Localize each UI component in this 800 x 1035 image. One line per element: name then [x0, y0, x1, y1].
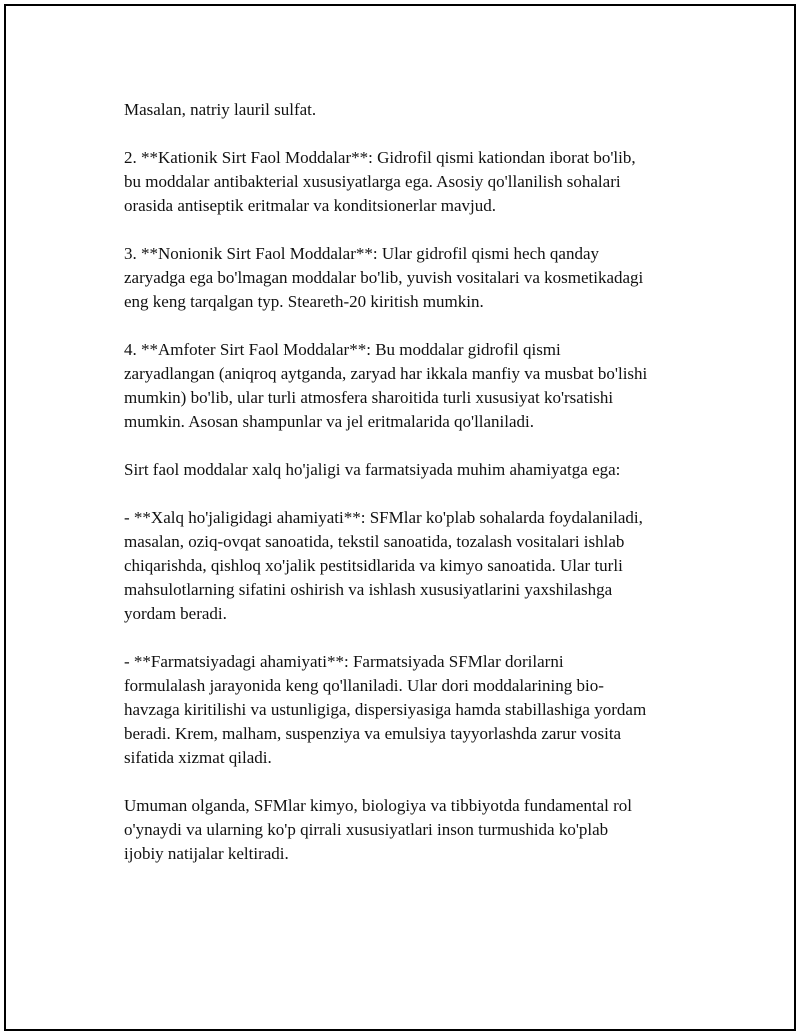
page-frame [4, 4, 796, 1031]
paragraph-conclusion: Umuman olganda, SFMlar kimyo, biologiya va tibbiyotda fundamental rol o'ynaydi va ularning ko'p qirrali xususiyatlari inson turmushida ko'plab ijobiy natijalar keltiradi. [124, 796, 633, 863]
paragraph-amphoteric: 4. **Amfoter Sirt Faol Moddalar**: Bu moddalar gidrofil qismi zaryadlangan (aniqroq aytganda, zaryad har ikkala manfiy va musbat bo'lishi mumkin) bo'lib, ular turli atmosfera sharoitida turli xususiyat ko'rsatishi mumkin. Asosan shampunlar va jel eritmalarida qo'llaniladi. [124, 340, 648, 431]
paragraph-pharmacy-importance: - **Farmatsiyadagi ahamiyati**: Farmatsiyada SFMlar dorilarni formulalash jarayonida keng qo'llaniladi. Ular dori moddalarining bio- havzaga kiritilishi va ustunligiga, dispersiyasiga hamda stabillashiga yordam beradi. Krem, malham, suspenziya va emulsiya tayyorlashda zarur vosita sifatida xizmat qiladi. [124, 652, 647, 767]
paragraph-importance-intro: Sirt faol moddalar xalq ho'jaligi va farmatsiyada muhim ahamiyatga ega: [124, 460, 621, 479]
paragraph-example: Masalan, natriy lauril sulfat. [124, 100, 317, 119]
paragraph-cationic: 2. **Kationik Sirt Faol Moddalar**: Gidrofil qismi kationdan iborat bo'lib, bu moddalar antibakterial xususiyatlarga ega. Asosiy qo'llanilish sohalari orasida antiseptik eritmalar va konditsionerlar mavjud. [124, 148, 636, 215]
paragraph-economy-importance: - **Xalq ho'jaligidagi ahamiyati**: SFMlar ko'plab sohalarda foydalaniladi, masalan, oziq-ovqat sanoatida, tekstil sanoatida, tozalash vositalari ishlab chiqarishda, qishloq xo'jalik pestitsidlarida va kimyo sanoatida. Ular turli mahsulotlarning sifatini oshirish va ishlash xususiyatlarini yaxshilashga yordam beradi. [124, 508, 643, 623]
paragraph-nonionic: 3. **Nonionik Sirt Faol Moddalar**: Ular gidrofil qismi hech qanday zaryadga ega bo'lmagan moddalar bo'lib, yuvish vositalari va kosmetikadagi eng keng tarqalgan typ. Steareth-20 kiritish mumkin. [124, 244, 644, 311]
document-body [124, 98, 704, 890]
